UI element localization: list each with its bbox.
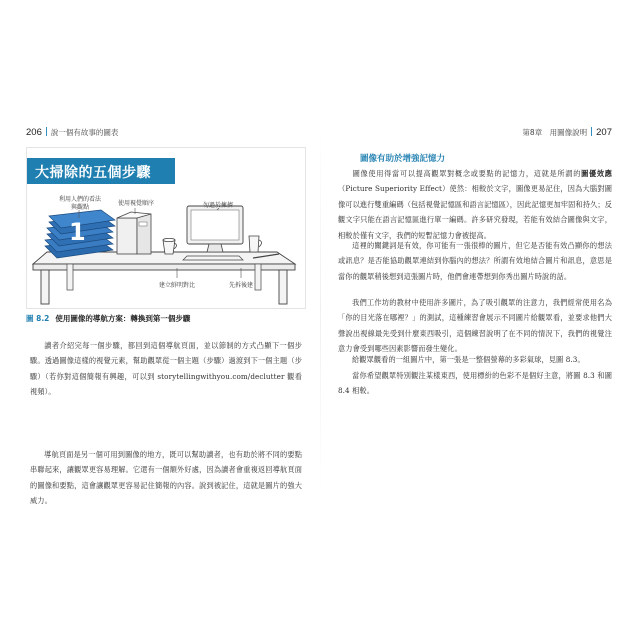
desk-leg — [279, 270, 287, 304]
mug-icon — [249, 236, 262, 252]
step-number-badge: 1 — [69, 218, 86, 246]
step1-label — [55, 196, 105, 211]
page-gutter — [320, 125, 321, 495]
right-paragraph-1: 圖像使用得當可以提高觀眾對概念或要點的記憶力，這就是所謂的圖優效應（Picture Superiority Effect）使然：相較於文字，圖像更易記住，因為大腦對圖像可以進行雙重編碼（包括視覺記憶區和語言記憶區），因此記憶更加牢固和持久；反觀文字只能在語言記憶區進行單一編碼。許多研究發現，若能有效結合圖像與文字，相較於僅有文字，我們的短暫記憶力會被提高。 — [338, 169, 613, 240]
desk-leg — [41, 270, 49, 304]
navigation-figure — [26, 147, 306, 309]
key-term: 圖優效應 — [581, 169, 613, 178]
step1-label-bottom: 與觀點 — [70, 203, 89, 211]
binders-icon — [117, 212, 151, 254]
left-book-title: 說一個有故事的圖表 — [50, 128, 119, 137]
step3-label: 勿過於擁擠 — [202, 202, 233, 209]
right-paragraph-3: 我們工作坊的教材中使用許多圖片，為了吸引觀眾的注意力，我們經常使用名為「你的目光落在哪裡？」的測試，這種練習會展示不同圖片給觀眾看，並要求他們大聲說出視線最先受到什麼東西吸引，這個練習說明了在不同的情況下，我們的視覺注意力會受到哪些因素影響而發生變化。 — [338, 298, 612, 354]
keyboard-icon — [183, 256, 243, 260]
section-heading: 圖像有助於增強記憶力 — [360, 154, 446, 164]
step2-label: 使用視覺順序 — [117, 200, 154, 207]
step5-label: 先拆後建 — [228, 282, 253, 289]
right-running-header — [522, 127, 612, 138]
figure-title-bar — [27, 158, 175, 184]
header-separator — [46, 127, 47, 136]
step1-label-top: 利用人們的看法 — [58, 196, 101, 203]
left-page-number: 206 — [26, 127, 42, 138]
desk-leg-back — [67, 264, 73, 290]
header-separator — [591, 127, 592, 136]
figure-caption-number: 圖 8.2 — [26, 314, 50, 323]
step4-label: 建立鮮明對比 — [158, 282, 195, 289]
right-paragraph-2: 這裡的關鍵詞是有效，你可能有一張很棒的圖片，但它是否能有效凸顯你的想法或訊息？是否能協助觀眾連結到你腦內的想法？所謂有效地結合圖片和訊息，意思是當你的觀眾稍後想到這張圖片時，他們會連帶想到你秀出圖片時說的話。 — [338, 241, 612, 281]
figure-caption-text: 使用圖像的導航方案：轉換到第一個步驟 — [55, 314, 191, 323]
right-paragraph-4: 給觀眾觀看的一組圖片中，第一張是一整個螢幕的多彩氣球，見圖 8.3。 — [352, 355, 585, 364]
left-running-header — [26, 127, 118, 138]
right-chapter-title: 第8章 用圖像說明 — [522, 128, 588, 137]
figure-caption — [26, 313, 304, 324]
right-page-number: 207 — [596, 127, 612, 138]
left-paragraph-1: 讀者介紹完每一個步驟，都回到這個導航頁面，並以節制的方式凸顯下一個步驟。透過圖像這樣的視覺元素，幫助觀眾從一個主題（步驟）過渡到下一個主題（步驟）（若你對這個簡報有興趣，可以到 storytellingwithyou.com/declutter 觀看視頻）。 — [30, 341, 302, 397]
right-paragraph-5: 當你希望觀眾特別觀注某樣東西，使用標紛的色彩不是個好主意，將圖 8.3 和圖 8.4 相較。 — [338, 371, 612, 396]
left-paragraph-2: 導航頁面是另一個可用到圖像的地方，既可以幫助讀者，也有助於將不同的要點串聯起來，讓觀眾更容易理解。它還有一個額外好處，因為讀者會重複返回導航頁面的圖像和要點，這會讓觀眾更容易記住簡報的內容。說到被記住，這就是圖片的強大威力。 — [30, 450, 302, 506]
figure-title: 大掃除的五個步驟 — [35, 165, 151, 181]
